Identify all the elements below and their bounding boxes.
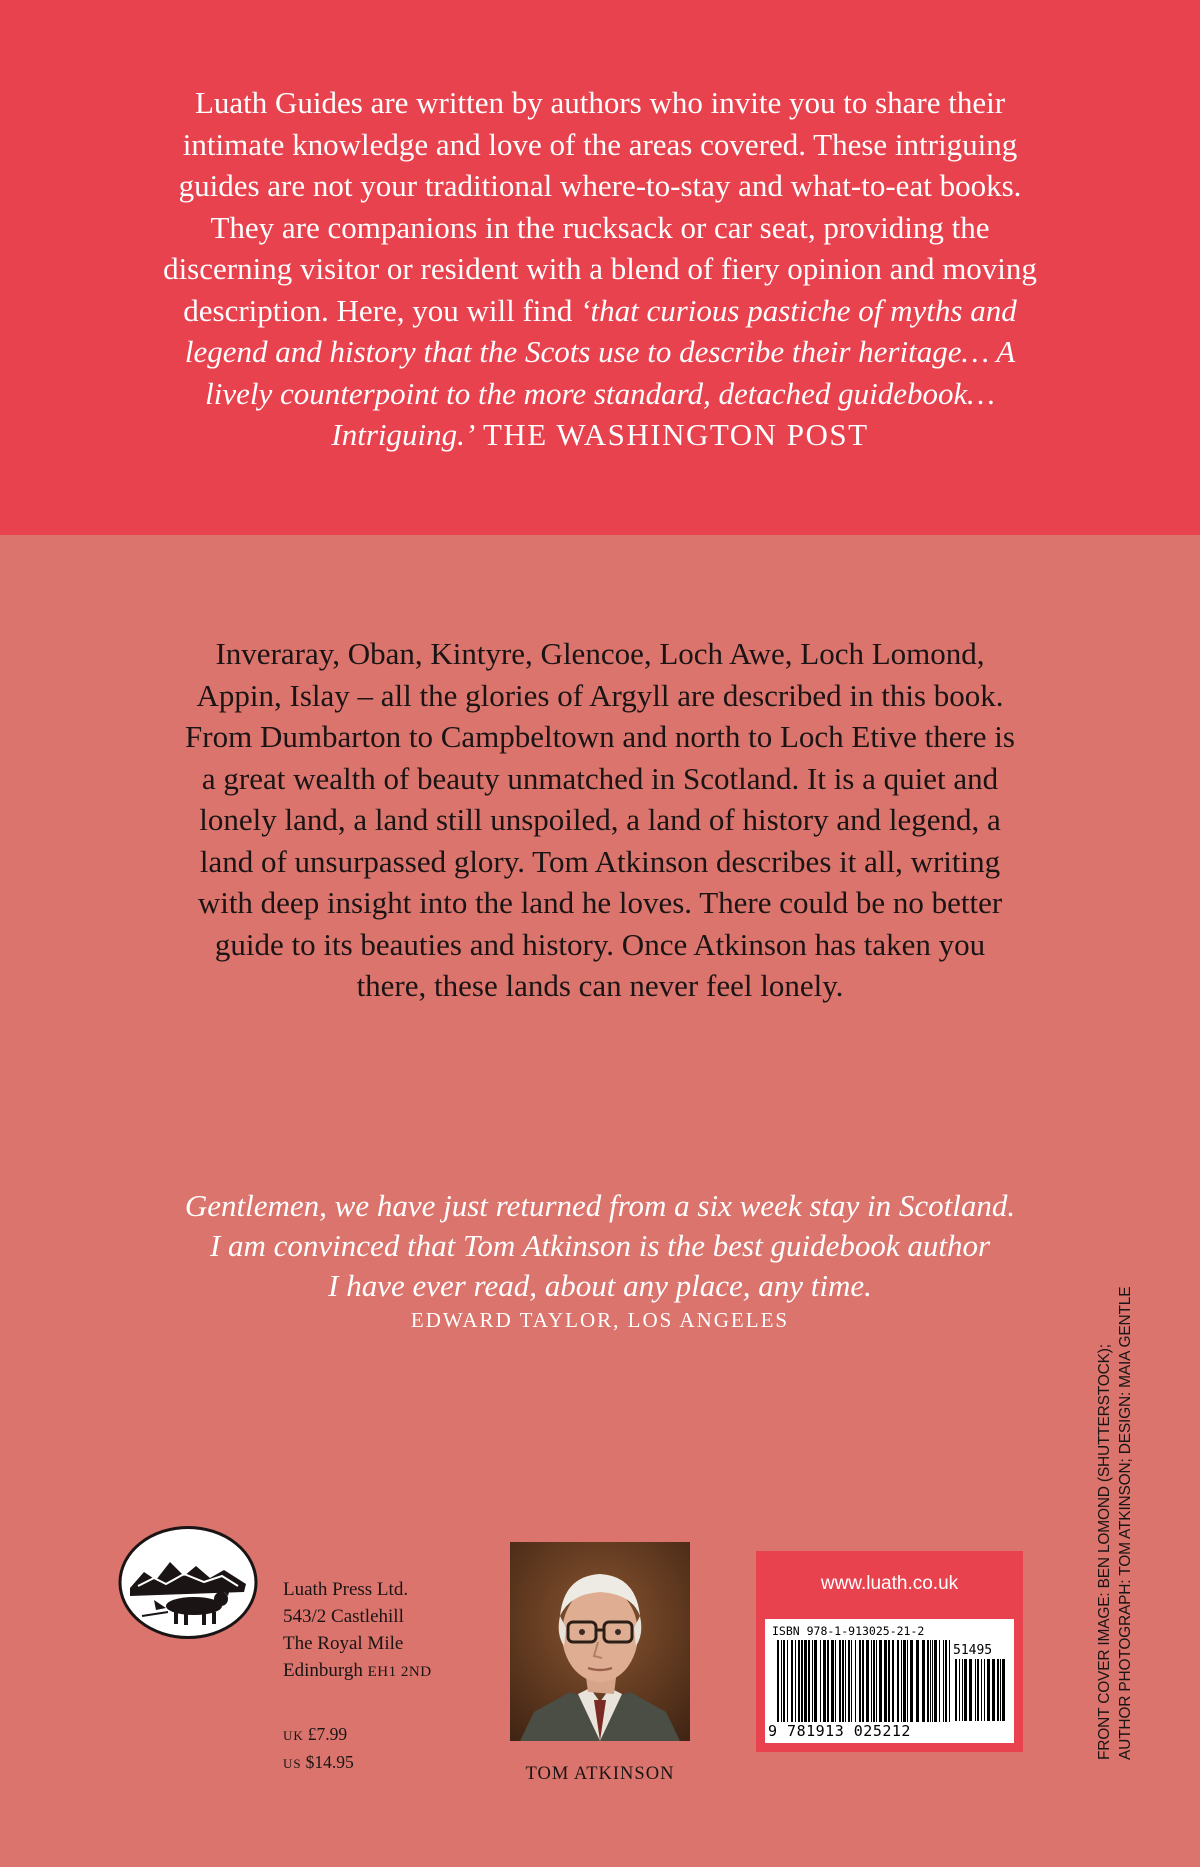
barcode-bar	[871, 1640, 872, 1722]
reader-review	[100, 1186, 1100, 1306]
publisher-postcode: EH1 2ND	[367, 1664, 432, 1680]
addon-barcode	[955, 1659, 1005, 1725]
barcode-bar	[884, 1640, 887, 1722]
barcode-bar	[831, 1640, 834, 1722]
credits-line: FRONT COVER IMAGE: BEN LOMOND (SHUTTERSTOCK);	[1096, 1344, 1113, 1760]
barcode-bar	[975, 1659, 976, 1721]
barcode-bar	[820, 1640, 821, 1722]
website-url: www.luath.co.uk	[820, 1573, 959, 1594]
barcode-bar	[927, 1640, 929, 1722]
barcode-bar	[987, 1659, 990, 1721]
series-blurb-quote: ‘that curious pastiche of myths and legend and history that the Scots use to describe their heritage… A lively counterpoint to the more standard, detached guidebook… Intriguing.’	[184, 292, 1017, 452]
barcode-bar	[859, 1640, 861, 1722]
price-us	[283, 1749, 354, 1777]
publisher-city: Edinburgh	[283, 1660, 363, 1681]
credits-line: AUTHOR PHOTOGRAPH: TOM ATKINSON; DESIGN: MAIA GENTLE	[1117, 1286, 1134, 1760]
barcode-bar	[981, 1659, 982, 1721]
barcode-bar	[939, 1640, 940, 1722]
barcode-bar	[814, 1640, 817, 1722]
barcode-bar	[879, 1640, 882, 1722]
barcode-bar	[801, 1640, 803, 1722]
barcode-bar	[866, 1640, 869, 1722]
barcode-bar	[835, 1640, 836, 1722]
barcode-bar	[977, 1659, 979, 1721]
barcode-bar	[892, 1640, 894, 1722]
barcode-bar	[984, 1659, 985, 1721]
barcode-bar	[969, 1659, 972, 1721]
ean-number: 9 781913 025212	[768, 1722, 911, 1740]
price-country: US	[283, 1756, 302, 1771]
barcode-bar	[777, 1640, 779, 1722]
barcode-bar	[851, 1640, 852, 1722]
barcode-bar	[945, 1640, 947, 1722]
barcode-bar	[959, 1659, 960, 1721]
barcode-bar	[842, 1640, 844, 1722]
barcode-bar	[949, 1640, 950, 1722]
image-credits	[1094, 1240, 1136, 1760]
price-list	[283, 1721, 354, 1777]
publisher-name: Luath Press Ltd.	[283, 1579, 409, 1600]
series-blurb-source: THE WASHINGTON POST	[482, 417, 869, 452]
isbn-text: ISBN 978-1-913025-21-2	[772, 1624, 925, 1638]
publisher-address-line: 543/2 Castlehill	[283, 1606, 404, 1627]
barcode-bar	[823, 1640, 826, 1722]
author-caption: TOM ATKINSON	[525, 1764, 675, 1784]
price-uk	[283, 1721, 354, 1749]
barcode-bar	[795, 1640, 796, 1722]
barcode-bar	[862, 1640, 864, 1722]
luath-logo	[118, 1526, 258, 1639]
barcode-bar	[839, 1640, 841, 1722]
barcode-bar	[876, 1640, 877, 1722]
series-blurb-intro: Luath Guides are written by authors who invite you to share their intimate knowledge and love of the areas covered. These intriguing guides are not your traditional where-to-stay and what-to-eat books. They are companions in the rucksack or car seat, providing the discerning visitor or resident with a blend of fiery opinion and moving description. Here, you will find	[163, 85, 1037, 328]
review-line: Gentlemen, we have just returned from a six week stay in Scotland.	[184, 1188, 1016, 1223]
barcode-bar	[930, 1640, 931, 1722]
review-line: I have ever read, about any place, any time.	[328, 1268, 872, 1303]
barcode-bar	[1002, 1659, 1005, 1721]
barcode-bar	[827, 1640, 829, 1722]
barcode-bar	[943, 1640, 944, 1722]
publisher-address	[283, 1576, 432, 1686]
publisher-city-line	[283, 1657, 432, 1686]
barcode-bar	[781, 1640, 782, 1722]
barcode-bar	[1000, 1659, 1001, 1721]
barcode-bar	[897, 1640, 899, 1722]
review-line: I am convinced that Tom Atkinson is the best guidebook author	[209, 1228, 991, 1263]
price-amount: £7.99	[307, 1724, 348, 1744]
barcode-bar	[934, 1640, 937, 1722]
publisher-address-line: The Royal Mile	[283, 1633, 404, 1654]
barcode-label	[765, 1619, 1014, 1743]
barcode-bar	[901, 1640, 902, 1722]
barcode-bar	[888, 1640, 890, 1722]
barcode-bar	[804, 1640, 807, 1722]
book-description: Inveraray, Oban, Kintyre, Glencoe, Loch Awe, Loch Lomond, Appin, Islay – all the glories of Argyll are described in this book. From Dumbarton to Campbeltown and north to Loch Etive there is a great wealth of beauty unmatched in Scotland. It is a quiet and lonely land, a land still unspoiled, a land of history and legend, a land of unsurpassed glory. Tom Atkinson describes it all, writing with deep insight into the land he loves. There could be no better guide to its beauties and history. Once Atkinson has taken you there, these lands can never feel lonely.	[185, 636, 1015, 1003]
barcode-bar	[798, 1640, 800, 1722]
price-country: UK	[283, 1728, 304, 1743]
barcode-bar	[855, 1640, 856, 1722]
barcode-bar	[783, 1640, 785, 1722]
series-blurb	[150, 82, 1050, 456]
barcode-bar	[873, 1640, 875, 1722]
review-attribution: EDWARD TAYLOR, LOS ANGELES	[410, 1308, 790, 1332]
barcode-bar	[962, 1659, 963, 1721]
barcode-bar	[992, 1659, 995, 1721]
barcode-bar	[903, 1640, 906, 1722]
barcode-bar	[932, 1640, 933, 1722]
barcode-bar	[922, 1640, 925, 1722]
barcode-bar	[910, 1640, 913, 1722]
barcode-bar	[787, 1640, 788, 1722]
barcode-bar	[955, 1659, 957, 1721]
price-amount: $14.95	[305, 1752, 354, 1772]
barcode-bar	[812, 1640, 813, 1722]
author-photo	[510, 1542, 690, 1741]
barcode-bar	[997, 1659, 999, 1721]
barcode-bar	[845, 1640, 846, 1722]
price-addon-text: 51495	[953, 1643, 993, 1658]
barcode-panel	[756, 1551, 1023, 1752]
ean-barcode	[777, 1640, 952, 1726]
barcode-bar	[791, 1640, 793, 1722]
barcode-bar	[964, 1659, 967, 1721]
barcode-bar	[916, 1640, 919, 1722]
barcode-bar	[808, 1640, 810, 1722]
barcode-bar	[907, 1640, 908, 1722]
barcode-bar	[848, 1640, 850, 1722]
